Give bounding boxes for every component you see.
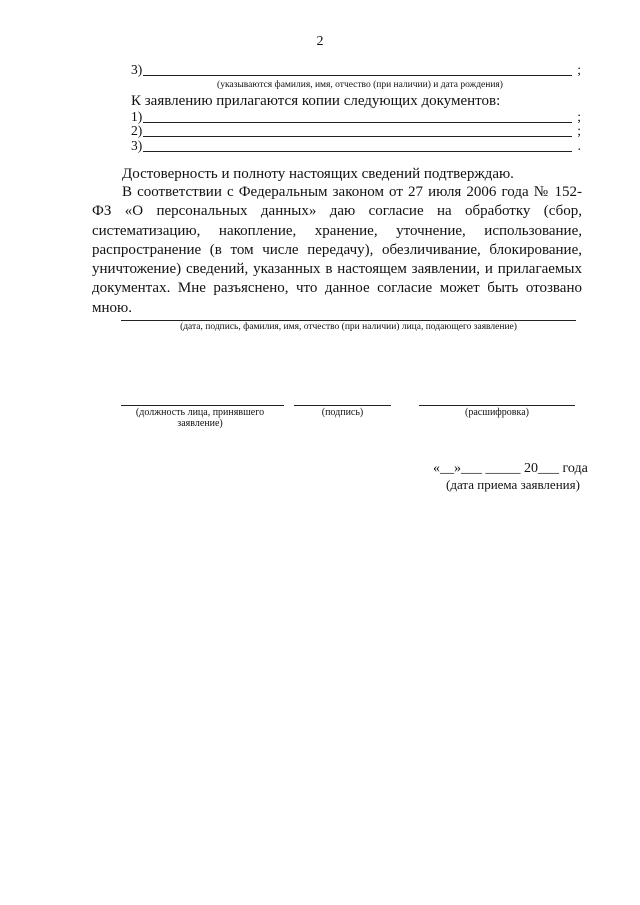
decoding-caption: (расшифровка) xyxy=(465,407,529,418)
applicant-caption: (дата, подпись, фамилия, имя, отчество (при наличии) лица, подающего заявление) xyxy=(180,322,517,332)
person-line-number: 3) xyxy=(131,62,143,77)
attachment-line-3 xyxy=(131,138,581,154)
consent-paragraph: В соответствии с Федеральным законом от 27 июля 2006 года № 152-ФЗ «О персональных данных» даю согласие на обработку (сбор, систематизацию, накопление, хранение, уточнение, использование, распространение (в том числе передачу), обезличивание, блокирование, уничтожение) сведений, указанных в настоящем заявлении, и прилагаемых документах. Мне разъяснено, что данное согласие может быть отозвано мною. xyxy=(92,184,582,316)
line-end-punctuation: ; xyxy=(577,62,581,77)
attachment-line-number: 3) xyxy=(131,138,143,153)
line-end-punctuation: . xyxy=(577,138,581,153)
signature-caption: (подпись) xyxy=(321,407,364,418)
attachment-line-number: 2) xyxy=(131,123,143,138)
application-date-line: «__»___ _____ 20___ года xyxy=(433,461,588,476)
person-line-3 xyxy=(131,62,581,78)
official-position-line xyxy=(121,405,284,406)
application-date-caption: (дата приема заявления) xyxy=(446,477,580,492)
attachments-heading: К заявлению прилагаются копии следующих документов: xyxy=(131,93,501,109)
person-line-caption: (указываются фамилия, имя, отчество (при наличии) и дата рождения) xyxy=(217,80,503,90)
official-signature-line xyxy=(294,405,391,406)
line-end-punctuation: ; xyxy=(577,109,581,124)
attachment-line-2 xyxy=(131,123,581,139)
confirmation-text: Достоверность и полноту настоящих сведений подтверждаю. xyxy=(122,166,514,182)
attachment-line-number: 1) xyxy=(131,109,143,124)
line-end-punctuation: ; xyxy=(577,123,581,138)
fill-in-line xyxy=(143,135,572,137)
applicant-signature-line xyxy=(121,320,576,321)
position-caption: (должность лица, принявшего заявление) xyxy=(135,407,265,429)
fill-in-line xyxy=(143,74,572,76)
page-number: 2 xyxy=(316,34,324,49)
official-decoding-line xyxy=(419,405,575,406)
fill-in-line xyxy=(143,150,572,152)
